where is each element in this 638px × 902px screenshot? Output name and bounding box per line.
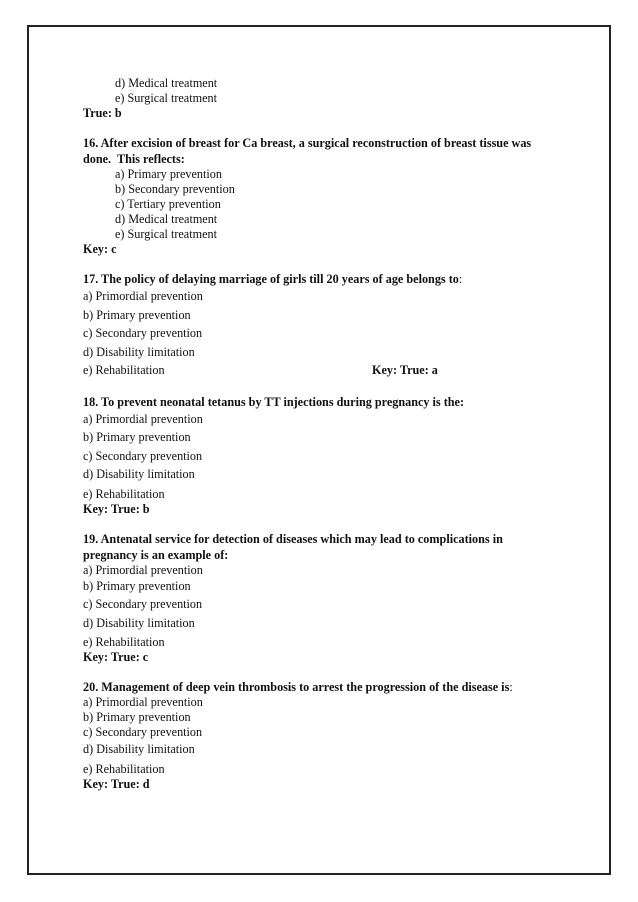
answer-key: Key: c (83, 242, 117, 256)
question-16-title: 16. After excision of breast for Ca breast, a surgical reconstruction of breast tissue was done. This reflects: (83, 136, 535, 166)
question-17-title-text: 17. The policy of delaying marriage of girls till 20 years of age belongs to (83, 272, 459, 286)
question-20-title-colon: : (509, 680, 513, 694)
question-17-title-colon: : (458, 272, 463, 286)
document-content (83, 76, 553, 792)
question-19 (83, 531, 553, 666)
option-e: e) Surgical treatment (115, 91, 217, 105)
option-b: b) Secondary prevention (115, 182, 235, 196)
answer-key: True: b (83, 106, 122, 120)
option-c: c) Secondary prevention (83, 448, 203, 463)
option-b: b) Primary prevention (83, 710, 191, 724)
option-b: b) Primary prevention (83, 578, 191, 593)
question-20-title-text: 20. Management of deep vein thrombosis to arrest the progression of the disease is (83, 680, 510, 694)
option-d: d) Medical treatment (115, 212, 218, 226)
question-17 (83, 271, 553, 380)
option-e: e) Rehabilitation (83, 761, 165, 776)
option-b: b) Primary prevention (83, 307, 191, 322)
option-d: d) Disability limitation (83, 344, 195, 359)
option-a: a) Primary prevention (115, 167, 222, 181)
option-d: d) Disability limitation (83, 467, 195, 481)
question-19-title: 19. Antenatal service for detection of diseases which may lead to complications in pregnancy is an example of: (83, 531, 506, 562)
option-e: e) Rehabilitation (83, 486, 165, 501)
question-17-title (83, 271, 553, 287)
option-e-row (83, 361, 553, 380)
option-a: a) Primordial prevention (83, 695, 203, 709)
option-b: b) Primary prevention (83, 430, 191, 444)
option-e: e) Rehabilitation (83, 635, 165, 649)
option-c: c) Tertiary prevention (115, 197, 221, 211)
option-e: e) Surgical treatment (115, 227, 217, 241)
option-a: a) Primordial prevention (83, 411, 203, 426)
option-c: c) Secondary prevention (83, 326, 203, 340)
option-d: d) Medical treatment (115, 76, 218, 90)
option-c: c) Secondary prevention (83, 597, 203, 611)
answer-key: Key: True: a (372, 363, 438, 377)
option-c: c) Secondary prevention (83, 725, 203, 739)
option-d: d) Disability limitation (83, 615, 195, 630)
option-a: a) Primordial prevention (83, 289, 203, 303)
answer-key: Key: True: b (83, 501, 150, 516)
question-16 (83, 135, 553, 257)
question-20 (83, 679, 553, 792)
question-18 (83, 394, 553, 517)
option-d: d) Disability limitation (83, 742, 195, 756)
question-20-title (83, 679, 553, 695)
option-e: e) Rehabilitation (83, 363, 165, 377)
answer-key: Key: True: d (83, 776, 150, 791)
answer-key: Key: True: c (83, 650, 149, 664)
question-18-title: 18. To prevent neonatal tetanus by TT injections during pregnancy is the: (83, 394, 465, 409)
option-a: a) Primordial prevention (83, 562, 203, 577)
